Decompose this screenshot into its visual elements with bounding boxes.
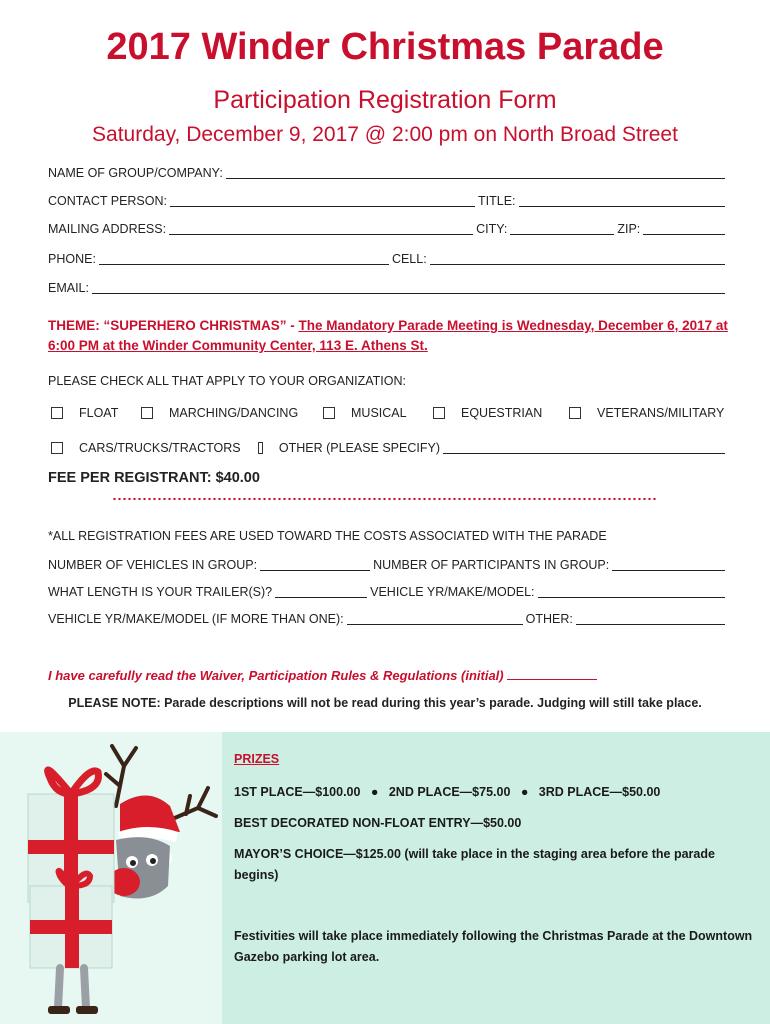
- num-participants-field[interactable]: [612, 557, 725, 571]
- reindeer-legs: [58, 968, 86, 1008]
- title-label: TITLE:: [478, 194, 516, 208]
- dotted-divider: [112, 496, 658, 502]
- festivities-note: Festivities will take place immediately following the Christmas Parade at the Downtown Gazebo parking lot area.: [234, 929, 753, 964]
- please-note-label: PLEASE NOTE:: [68, 696, 161, 710]
- checkbox-icon[interactable]: [323, 407, 335, 419]
- waiver-initial-field[interactable]: [507, 666, 597, 680]
- please-note-text: Parade descriptions will not be read during this year’s parade. Judging will still take place.: [160, 696, 702, 710]
- cell-field[interactable]: [430, 251, 725, 265]
- option-label: VETERANS/MILITARY: [597, 406, 725, 420]
- mayors-choice-prize: MAYOR’S CHOICE—$125.00 (will take place in the staging area before the parade begins): [234, 847, 715, 882]
- reindeer-with-gifts-illustration: [20, 736, 220, 1024]
- mailing-address-label: MAILING ADDRESS:: [48, 222, 167, 236]
- contact-person-label: CONTACT PERSON:: [48, 194, 167, 208]
- best-decorated-prize: BEST DECORATED NON-FLOAT ENTRY—$50.00: [234, 816, 522, 830]
- address-row: [48, 220, 728, 238]
- equestrian-option[interactable]: [433, 403, 542, 423]
- trailer-row: [48, 583, 728, 601]
- phone-row: [48, 250, 728, 268]
- float-option[interactable]: [51, 403, 118, 423]
- theme-notice: [48, 316, 728, 356]
- checkbox-icon[interactable]: [141, 407, 153, 419]
- prizes-heading: PRIZES: [234, 752, 280, 766]
- num-participants-label: NUMBER OF PARTICIPANTS IN GROUP:: [373, 558, 610, 572]
- num-vehicles-field[interactable]: [260, 557, 370, 571]
- zip-field[interactable]: [643, 221, 725, 235]
- option-label: MUSICAL: [351, 406, 407, 420]
- phone-field[interactable]: [99, 251, 389, 265]
- checklist-row-1: [48, 403, 738, 423]
- phone-label: PHONE:: [48, 252, 96, 266]
- veterans-military-option[interactable]: [569, 403, 724, 423]
- vehicle-multi-row: [48, 610, 728, 628]
- email-field[interactable]: [92, 280, 725, 294]
- option-label: MARCHING/DANCING: [169, 406, 299, 420]
- meeting-notice: The Mandatory Parade Meeting is Wednesday, December 6, 2017 at 6:00 PM at the Winder Community Center, 113 E. Athens St.: [48, 318, 728, 353]
- please-note: [0, 696, 770, 710]
- checklist-heading: PLEASE CHECK ALL THAT APPLY TO YOUR ORGANIZATION:: [48, 374, 406, 388]
- vehicle-ymm-multi-label: VEHICLE YR/MAKE/MODEL (IF MORE THAN ONE):: [48, 612, 344, 626]
- option-label: CARS/TRUCKS/TRACTORS: [79, 441, 241, 455]
- other-option[interactable]: [258, 438, 728, 458]
- cell-label: CELL:: [391, 252, 427, 266]
- checkbox-icon[interactable]: [51, 407, 63, 419]
- waiver-text: I have carefully read the Waiver, Participation Rules & Regulations (initial): [48, 668, 504, 683]
- option-label: EQUESTRIAN: [461, 406, 543, 420]
- musical-option[interactable]: [323, 403, 407, 423]
- other-label: OTHER:: [525, 612, 573, 626]
- fee-note: *ALL REGISTRATION FEES ARE USED TOWARD THE COSTS ASSOCIATED WITH THE PARADE: [48, 529, 607, 543]
- mailing-address-field[interactable]: [169, 221, 473, 235]
- trailer-length-field[interactable]: [275, 584, 367, 598]
- waiver-acknowledgement: [48, 666, 600, 683]
- cars-trucks-tractors-option[interactable]: [51, 438, 241, 458]
- theme-prefix: THEME: “SUPERHERO CHRISTMAS” -: [48, 318, 299, 333]
- city-field[interactable]: [510, 221, 614, 235]
- vehicles-row: [48, 556, 728, 574]
- event-dateline: Saturday, December 9, 2017 @ 2:00 pm on North Broad Street: [92, 123, 678, 146]
- vehicle-ymm-multi-field[interactable]: [347, 611, 523, 625]
- trailer-length-label: WHAT LENGTH IS YOUR TRAILER(S)?: [48, 585, 273, 599]
- vehicle-ymm-field[interactable]: [538, 584, 725, 598]
- num-vehicles-label: NUMBER OF VEHICLES IN GROUP:: [48, 558, 258, 572]
- hoof-icon: [48, 1006, 70, 1014]
- group-name-row: [48, 164, 728, 182]
- checkbox-icon[interactable]: [433, 407, 445, 419]
- fee-per-registrant: FEE PER REGISTRANT: $40.00: [48, 470, 260, 486]
- vehicle-ymm-label: VEHICLE YR/MAKE/MODEL:: [370, 585, 535, 599]
- contact-row: [48, 192, 728, 210]
- option-label: FLOAT: [79, 406, 119, 420]
- form-subtitle: Participation Registration Form: [213, 86, 557, 114]
- prize-places: 1ST PLACE—$100.00 ● 2ND PLACE—$75.00 ● 3RD PLACE—$50.00: [234, 785, 661, 799]
- group-name-label: NAME OF GROUP/COMPANY:: [48, 166, 223, 180]
- title-field[interactable]: [519, 193, 725, 207]
- city-label: CITY:: [476, 222, 508, 236]
- prizes-section: [234, 752, 754, 968]
- contact-person-field[interactable]: [170, 193, 475, 207]
- marching-dancing-option[interactable]: [141, 403, 298, 423]
- option-label: OTHER (PLEASE SPECIFY): [278, 441, 440, 455]
- group-name-field[interactable]: [226, 165, 725, 179]
- email-label: EMAIL:: [48, 281, 89, 295]
- checklist-row-2: [48, 438, 738, 458]
- other-specify-field[interactable]: [443, 440, 725, 454]
- email-row: [48, 279, 728, 297]
- form-title: 2017 Winder Christmas Parade: [106, 26, 664, 68]
- other-field[interactable]: [576, 611, 725, 625]
- checkbox-icon[interactable]: [51, 442, 63, 454]
- zip-label: ZIP:: [617, 222, 641, 236]
- checkbox-icon[interactable]: [258, 442, 263, 454]
- checkbox-icon[interactable]: [569, 407, 581, 419]
